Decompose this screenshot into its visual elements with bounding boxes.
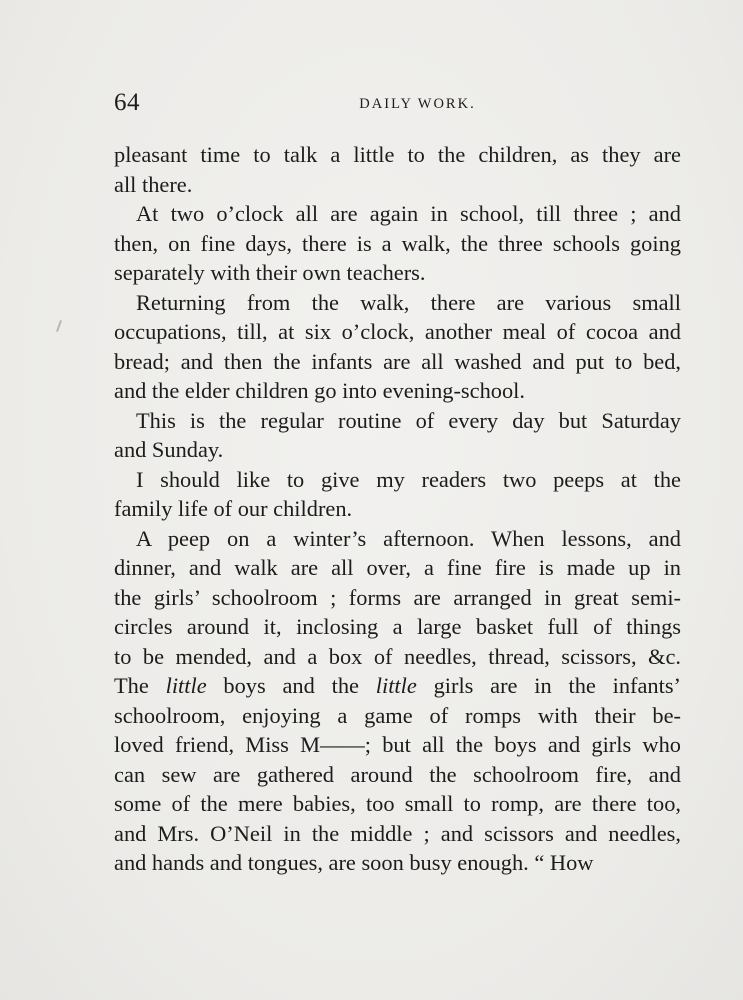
paragraph	[114, 140, 681, 199]
text-line: some of the mere babies, too small to romp, are there too,	[114, 791, 681, 816]
text-line: family life of our children.	[114, 496, 353, 521]
text-line: the girls’ schoolroom ; forms are arranged in great semi-	[114, 584, 681, 610]
text-line: and Sunday.	[114, 437, 224, 462]
text-line: then, on fine days, there is a walk, the three schools going	[114, 230, 681, 256]
text-line: Returning from the walk, there are various small	[136, 289, 681, 315]
text-line: schoolroom, enjoying a game of romps with their be-	[114, 702, 681, 728]
text-line: all there.	[114, 171, 193, 197]
page-header	[114, 88, 681, 118]
page-number: 64	[114, 89, 140, 116]
text-line: I should like to give my readers two peeps at the	[136, 466, 681, 492]
text-line: can sew are gathered around the schoolroom fire, and	[114, 761, 681, 787]
paragraph	[114, 524, 681, 878]
text-line: occupations, till, at six o’clock, another meal of cocoa and	[114, 319, 681, 344]
text-line: separately with their own teachers.	[114, 260, 426, 285]
text-line: dinner, and walk are all over, a fine fire is made up in	[114, 555, 681, 580]
paragraph	[114, 465, 681, 524]
text-line: circles around it, inclosing a large basket full of things	[114, 614, 681, 639]
text-line: and Mrs. O’Neil in the middle ; and scissors and needles,	[114, 820, 681, 846]
margin-mark	[56, 320, 62, 332]
text-line: The little boys and the little girls are in the infants’	[114, 673, 681, 698]
text-line: and hands and tongues, are soon busy enough. “ How	[114, 850, 594, 875]
paragraph	[114, 199, 681, 288]
text-line: and the elder children go into evening-school.	[114, 378, 525, 403]
paragraph	[114, 406, 681, 465]
text-line: to be mended, and a box of needles, thread, scissors, &c.	[114, 643, 681, 669]
running-head: DAILY WORK.	[359, 96, 476, 112]
text-line: This is the regular routine of every day but Saturday	[136, 407, 681, 433]
text-line: At two o’clock all are again in school, till three ; and	[136, 201, 681, 226]
text-line: A peep on a winter’s afternoon. When lessons, and	[136, 525, 681, 551]
text-line: pleasant time to talk a little to the children, as they are	[114, 142, 681, 167]
text-line: bread; and then the infants are all washed and put to bed,	[114, 348, 681, 374]
paragraph	[114, 288, 681, 406]
body-text	[114, 140, 681, 878]
text-line: loved friend, Miss M——; but all the boys and girls who	[114, 732, 681, 757]
